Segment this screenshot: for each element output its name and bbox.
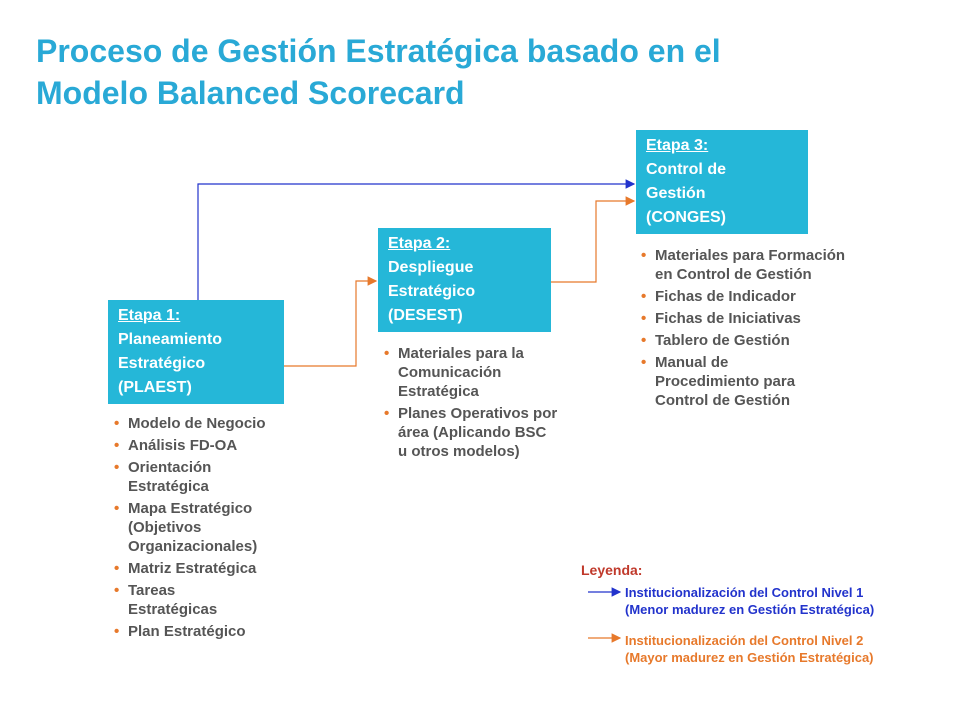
arrow-stage1-to-stage2-level2 [284,281,376,366]
stage-1-label: Etapa 1: [118,307,181,324]
title-line-2: Modelo Balanced Scorecard [36,75,465,111]
legend-level1-line2: (Menor madurez en Gestión Estratégica) [625,602,875,617]
legend-entry-level2 [625,632,874,666]
stage-3-deliverables [637,246,857,413]
stage-1-deliverables [110,414,310,644]
stage-3-title-line: Control de [646,161,726,178]
stage-2-box [378,228,551,332]
stage-3-label: Etapa 3: [646,137,709,154]
list-item: • Manual de Procedimiento para Control de Gestión [637,353,825,410]
list-item: • Matriz Estratégica [110,559,310,578]
list-item: • Orientación Estratégica [110,458,248,496]
list-item: • Materiales para la Comunicación Estratégica [380,344,558,401]
list-item: • Tareas Estratégicas [110,581,248,619]
list-item: • Modelo de Negocio [110,414,310,433]
stage-2-title-line: Despliegue [388,259,474,276]
stage-3-box [636,130,808,234]
stage-1-box [108,300,284,404]
list-item: • Análisis FD-OA [110,436,310,455]
stage-1-title-line: Estratégico [118,355,206,372]
stage-2-code: (DESEST) [388,307,463,324]
legend-level1-line1: Institucionalización del Control Nivel 1 [625,585,864,600]
list-item: • Tablero de Gestión [637,331,857,350]
stage-1-code: (PLAEST) [118,379,192,396]
stage-3-title-line: Gestión [646,185,706,202]
list-item: • Materiales para Formación en Control de Gestión [637,246,855,284]
legend-level2-line1: Institucionalización del Control Nivel 2 [625,633,864,648]
stage-2-deliverables [380,344,560,464]
stage-1-title-line: Planeamiento [118,331,223,348]
title-line-1: Proceso de Gestión Estratégica basado en el [36,33,721,69]
list-item: • Plan Estratégico [110,622,310,641]
legend-title: Leyenda: [581,562,643,578]
arrow-stage2-to-stage3-level2 [551,201,634,282]
list-item: • Planes Operativos por área (Aplicando BSC u otros modelos) [380,404,558,461]
legend-entry-level1 [625,584,874,618]
list-item: • Mapa Estratégico (Objetivos Organizacionales) [110,499,303,556]
list-item: • Fichas de Iniciativas [637,309,857,328]
stage-2-label: Etapa 2: [388,235,451,252]
legend-level2-line2: (Mayor madurez en Gestión Estratégica) [625,650,874,665]
stage-2-title-line: Estratégico [388,283,476,300]
stage-3-code: (CONGES) [646,209,726,226]
list-item: • Fichas de Indicador [637,287,857,306]
